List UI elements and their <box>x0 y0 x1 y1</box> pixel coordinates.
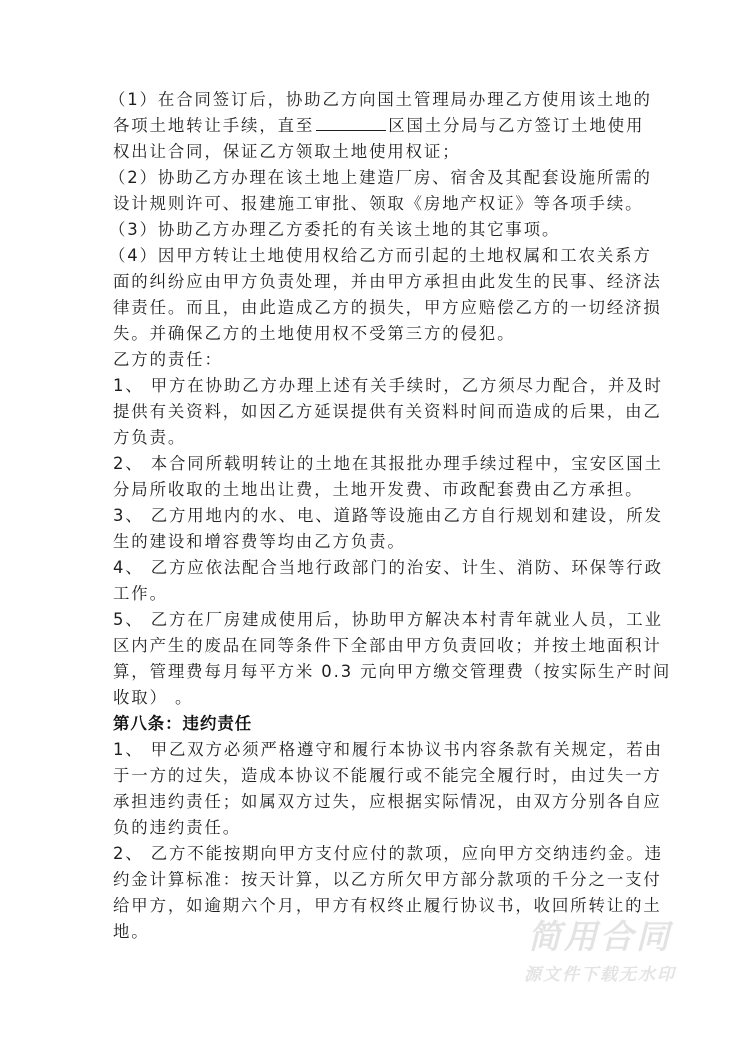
liability-1-line-1: 1、 甲乙双方必须严格遵守和履行本协议书内容条款有关规定，若由 <box>113 740 663 759</box>
clause-1-line-3: 权出让合同，保证乙方领取土地使用权证； <box>113 142 461 161</box>
liability-1-line-2: 于一方的过失，造成本协议不能履行或不能完全履行时，由过失一方 <box>113 766 662 785</box>
clause-4-line-4: 失。并确保乙方的土地使用权不受第三方的侵犯。 <box>113 324 516 343</box>
duty-3-line-2: 生的建设和增容费等均由乙方负责。 <box>113 532 406 551</box>
duty-4-line-2: 工作。 <box>113 584 168 603</box>
duty-1-line-1: 1、 甲方在协助乙方办理上述有关手续时，乙方须尽力配合，并及时 <box>113 376 663 395</box>
liability-2-line-2: 约金计算标准：按天计算，以乙方所欠甲方部分款项的千分之一支付 <box>113 870 662 889</box>
clause-2-line-1: （2）协助乙方办理在该土地上建造厂房、宿舍及其配套设施所需的 <box>109 168 652 187</box>
clause-1-line-2-start: 各项土地转让手续，直至 <box>113 116 315 135</box>
duty-5-line-1: 5、 乙方在厂房建成使用后，协助甲方解决本村青年就业人员，工业 <box>113 610 663 629</box>
liability-2-line-3: 给甲方，如逾期六个月，甲方有权终止履行协议书，收回所转让的土 <box>113 896 662 915</box>
liability-1-line-3: 承担违约责任；如属双方过失，应根据实际情况，由双方分别各自应 <box>113 792 662 811</box>
duty-2-line-2: 分局所收取的土地出让费，土地开发费、市政配套费由乙方承担。 <box>113 480 644 499</box>
duty-5-line-3: 算，管理费每月每平方米 0.3 元向甲方缴交管理费（按实际生产时间 <box>113 662 672 681</box>
liability-2-line-1: 2、 乙方不能按期向甲方支付应付的款项，应向甲方交纳违约金。违 <box>113 844 663 863</box>
duty-1-line-2: 提供有关资料，如因乙方延误提供有关资料时间而造成的后果，由乙 <box>113 402 662 421</box>
clause-4-line-1: （4）因甲方转让土地使用权给乙方而引起的土地权属和工农关系方 <box>109 246 652 265</box>
party-b-duties-heading: 乙方的责任： <box>113 350 223 369</box>
clause-3-line-1: （3）协助乙方办理乙方委托的有关该土地的其它事项。 <box>109 220 561 239</box>
clause-1-line-2-end: 区国土分局与乙方签订土地使用 <box>388 116 645 135</box>
liability-1-line-4: 负的违约责任。 <box>113 818 242 837</box>
watermark-tagline: 源文件下载无水印 <box>524 965 676 985</box>
watermark-brand: 简用合同 <box>528 917 672 956</box>
clause-4-line-3: 律责任。而且，由此造成乙方的损失，甲方应赔偿乙方的一切经济损 <box>113 298 662 317</box>
clause-1-line-1: （1）在合同签订后，协助乙方向国土管理局办理乙方使用该土地的 <box>109 90 652 109</box>
clause-2-line-2: 设计规则许可、报建施工审批、领取《房地产权证》等各项手续。 <box>113 194 644 213</box>
duty-5-line-4: 收取） 。 <box>113 688 194 707</box>
article-8-heading: 第八条：违约责任 <box>113 714 253 733</box>
duty-2-line-1: 2、 本合同所载明转让的土地在其报批办理手续过程中，宝安区国土 <box>113 454 663 473</box>
duty-4-line-1: 4、 乙方应依法配合当地行政部门的治安、计生、消防、环保等行政 <box>113 558 663 577</box>
clause-4-line-2: 面的纠纷应由甲方负责处理，并由甲方承担由此发生的民事、经济法 <box>113 272 662 291</box>
duty-3-line-1: 3、 乙方用地内的水、电、道路等设施由乙方自行规划和建设，所发 <box>113 506 663 525</box>
duty-5-line-2: 区内产生的废品在同等条件下全部由甲方负责回收；并按土地面积计 <box>113 636 662 655</box>
district-blank-field[interactable] <box>316 114 386 131</box>
duty-1-line-3: 方负责。 <box>113 428 187 447</box>
watermark <box>510 918 690 986</box>
clause-1-line-2 <box>113 113 645 139</box>
document-body <box>109 87 672 945</box>
liability-2-line-4: 地。 <box>113 922 150 941</box>
